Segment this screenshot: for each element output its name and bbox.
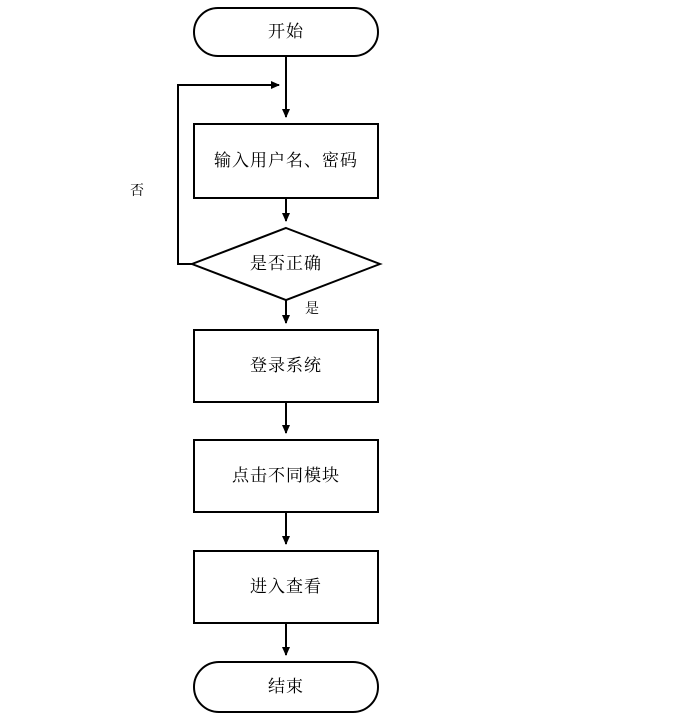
node-login-label: 登录系统 — [250, 355, 322, 375]
node-login-shape — [194, 330, 378, 402]
edge-label-no: 否 — [130, 182, 145, 198]
node-view-shape — [194, 551, 378, 623]
node-decision-shape — [192, 228, 380, 300]
node-input-shape — [194, 124, 378, 198]
node-end-shape — [194, 662, 378, 712]
node-click-label: 点击不同模块 — [232, 465, 340, 485]
node-click-shape — [194, 440, 378, 512]
node-input-label: 输入用户名、密码 — [214, 150, 358, 170]
edge-label-yes: 是 — [305, 300, 320, 316]
node-start-shape — [194, 8, 378, 56]
node-view-label: 进入查看 — [250, 576, 322, 596]
node-decision-label: 是否正确 — [250, 253, 322, 273]
node-end-label: 结束 — [268, 676, 304, 696]
node-start-label: 开始 — [268, 21, 304, 41]
